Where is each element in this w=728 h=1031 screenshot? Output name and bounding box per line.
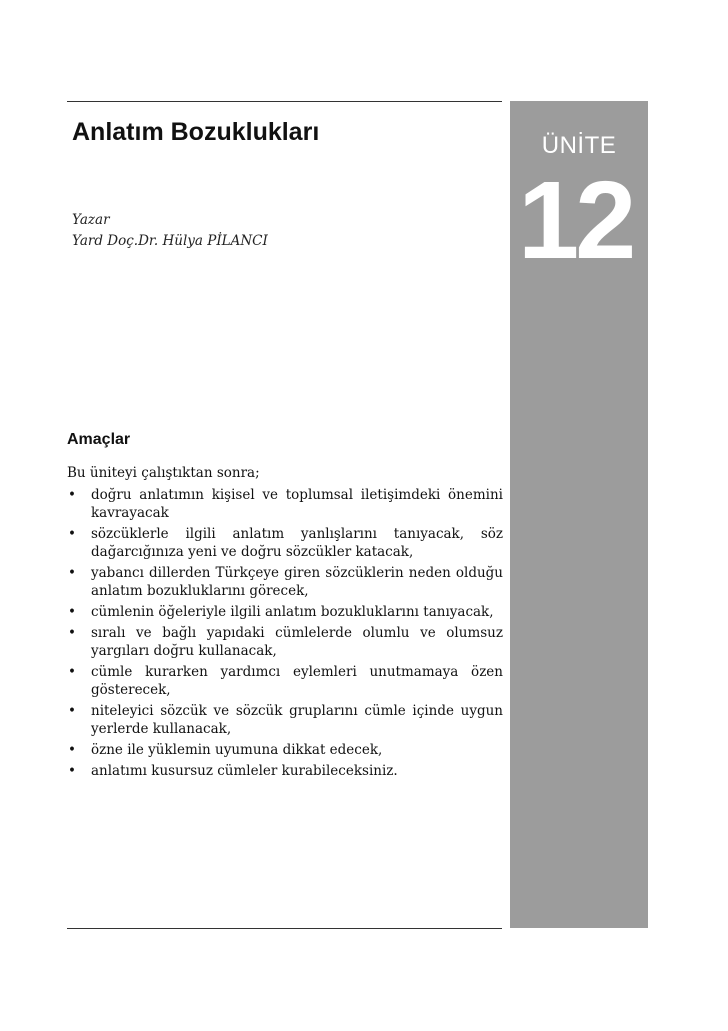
- bullet-icon: •: [68, 742, 76, 758]
- bottom-rule: [67, 928, 502, 929]
- bullet-icon: •: [68, 763, 76, 779]
- bullet-icon: •: [68, 604, 76, 620]
- unit-label: ÜNİTE: [541, 132, 617, 159]
- unit-band: [510, 101, 648, 928]
- author-name: Yard Doç.Dr. Hülya PİLANCI: [72, 233, 268, 249]
- bullet-icon: •: [68, 703, 76, 719]
- author-label: Yazar: [72, 212, 110, 228]
- aims-item: • sözcüklerle ilgili anlatım yanlışlarını tanıyacak, söz dağarcığınıza yeni ve doğru sözcükler katacak,: [68, 526, 503, 560]
- aims-item: • cümlenin öğeleriyle ilgili anlatım bozukluklarını tanıyacak,: [68, 604, 494, 620]
- author-block: [72, 210, 268, 252]
- bullet-icon: •: [68, 625, 76, 641]
- bullet-icon: •: [68, 526, 76, 542]
- bullet-icon: •: [68, 487, 76, 503]
- aims-list: [67, 486, 503, 780]
- aims-item: • niteleyici sözcük ve sözcük gruplarını cümle içinde uygun yerlerde kullanacak,: [68, 703, 503, 737]
- aims-intro: Bu üniteyi çalıştıktan sonra;: [67, 465, 260, 481]
- unit-number: 12: [518, 159, 633, 282]
- aims-heading: Amaçlar: [67, 431, 131, 448]
- aims-item: • cümle kurarken yardımcı eylemleri unutmamaya özen gösterecek,: [68, 664, 503, 698]
- aims-section: [67, 428, 503, 783]
- aims-item: • sıralı ve bağlı yapıdaki cümlelerde olumlu ve olumsuz yargıları doğru kullanacak,: [68, 625, 503, 659]
- aims-item: • anlatımı kusursuz cümleler kurabileceksiniz.: [68, 763, 398, 779]
- bullet-icon: •: [68, 664, 76, 680]
- page-title: Anlatım Bozuklukları: [72, 118, 320, 146]
- aims-item: • özne ile yüklemin uyumuna dikkat edecek,: [68, 742, 383, 758]
- bullet-icon: •: [68, 565, 76, 581]
- aims-item: • yabancı dillerden Türkçeye giren sözcüklerin neden olduğu anlatım bozukluklarını görecek,: [68, 565, 503, 599]
- aims-item: • doğru anlatımın kişisel ve toplumsal iletişimdeki önemini kavrayacak: [68, 487, 503, 521]
- top-rule: [67, 101, 502, 102]
